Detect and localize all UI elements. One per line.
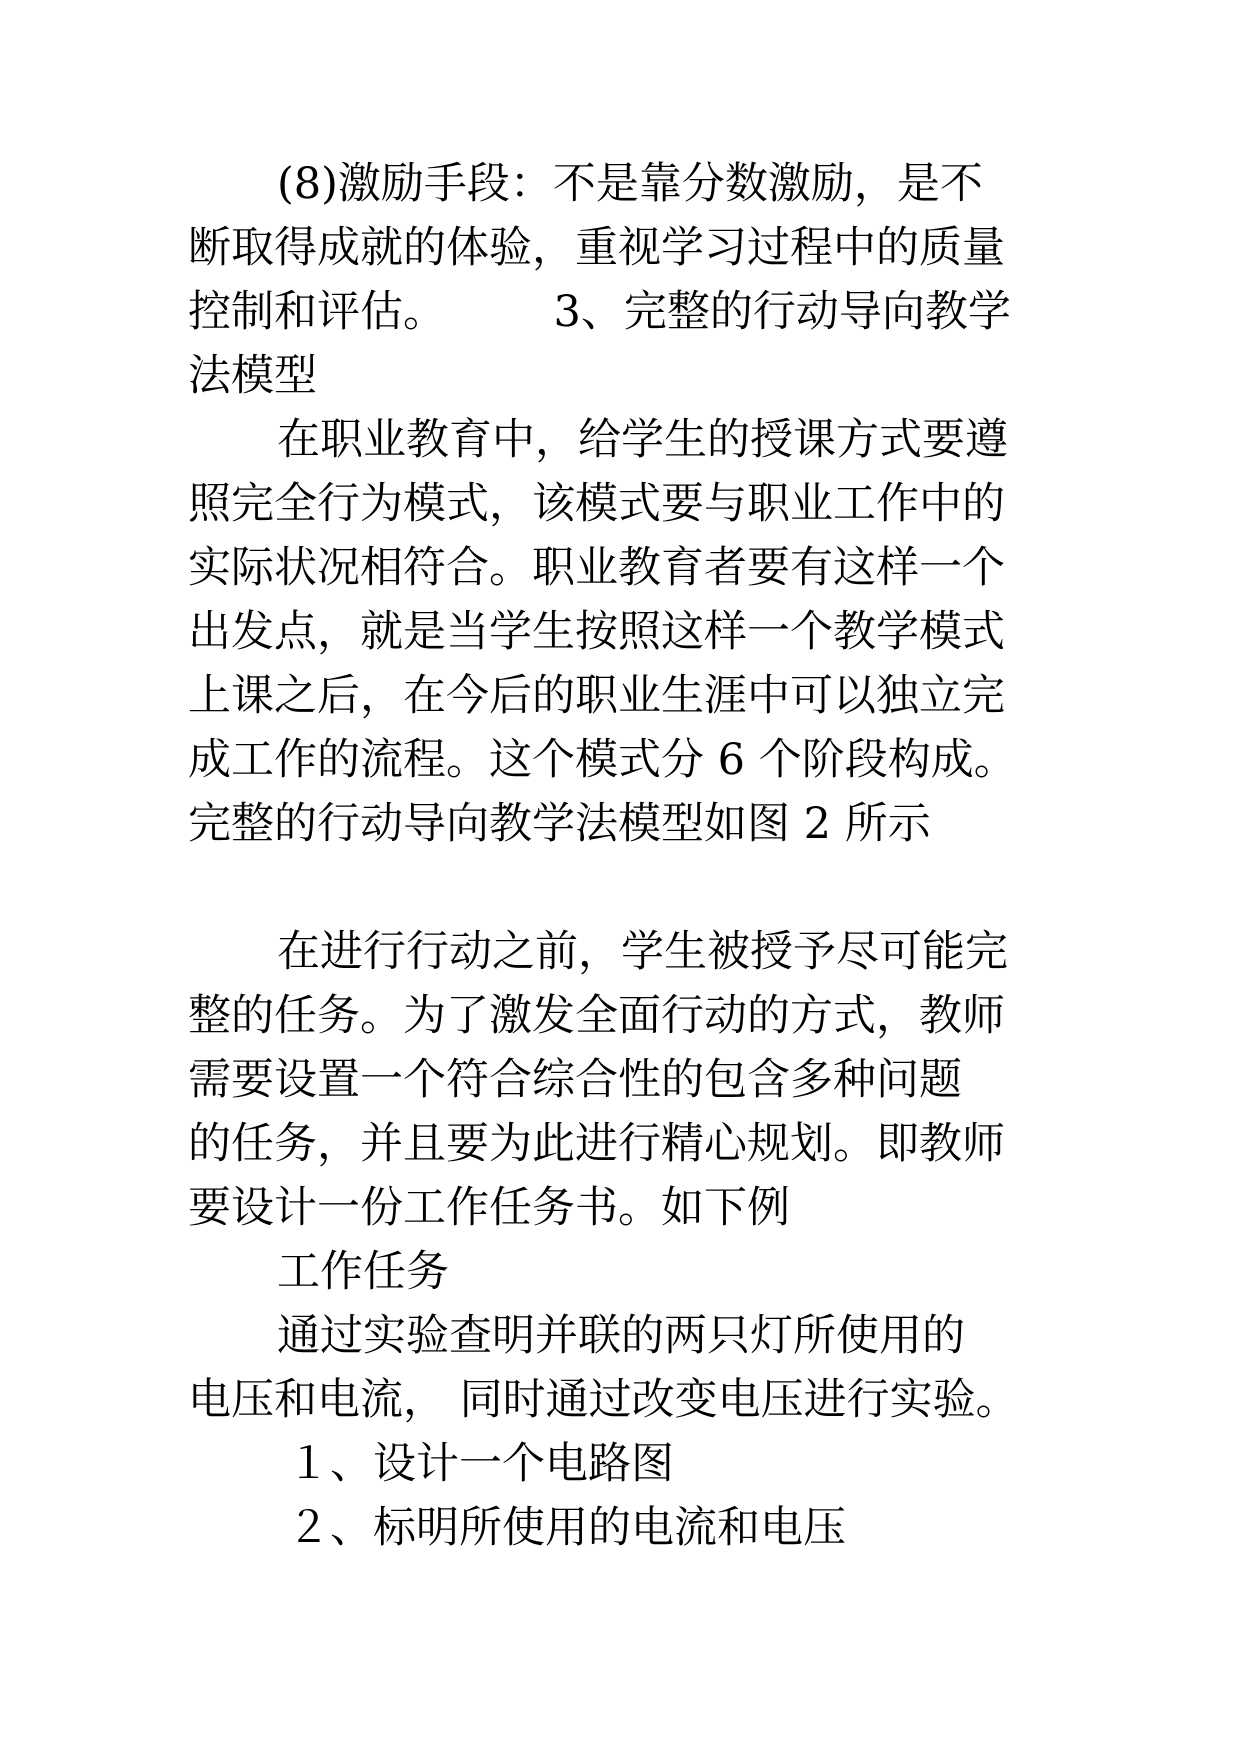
paragraph-line: 完整的行动导向教学法模型如图 2 所示 <box>188 799 931 849</box>
paragraph-line: 在职业教育中，给学生的授课方式要遵 <box>277 415 1008 465</box>
paragraph-line: 法模型 <box>188 351 317 401</box>
paragraph-line: 照完全行为模式，该模式要与职业工作中的 <box>188 479 1005 529</box>
paragraph-line: 的任务，并且要为此进行精心规划。即教师 <box>188 1119 1005 1169</box>
task-heading: 工作任务 <box>277 1247 449 1297</box>
paragraph-line: 整的任务。为了激发全面行动的方式，教师 <box>188 991 1005 1041</box>
list-item: １、设计一个电路图 <box>287 1439 674 1489</box>
paragraph-line: 电压和电流， 同时通过改变电压进行实验。 <box>188 1375 1019 1425</box>
paragraph-line: 控制和评估。 3、完整的行动导向教学 <box>188 287 1011 337</box>
paragraph-line: (8)激励手段：不是靠分数激励，是不 <box>277 159 983 209</box>
paragraph-line: 要设计一份工作任务书。如下例 <box>188 1183 790 1233</box>
paragraph-line: 上课之后，在今后的职业生涯中可以独立完 <box>188 671 1005 721</box>
paragraph-line: 通过实验查明并联的两只灯所使用的 <box>277 1311 965 1361</box>
paragraph-line: 成工作的流程。这个模式分 6 个阶段构成。 <box>188 735 1017 785</box>
paragraph-line: 需要设置一个符合综合性的包含多种问题 <box>188 1055 962 1105</box>
paragraph-line: 断取得成就的体验，重视学习过程中的质量 <box>188 223 1005 273</box>
paragraph-line: 出发点，就是当学生按照这样一个教学模式 <box>188 607 1005 657</box>
list-item: ２、标明所使用的电流和电压 <box>287 1503 846 1553</box>
paragraph-line: 在进行行动之前，学生被授予尽可能完 <box>277 927 1008 977</box>
paragraph-line: 实际状况相符合。职业教育者要有这样一个 <box>188 543 1005 593</box>
